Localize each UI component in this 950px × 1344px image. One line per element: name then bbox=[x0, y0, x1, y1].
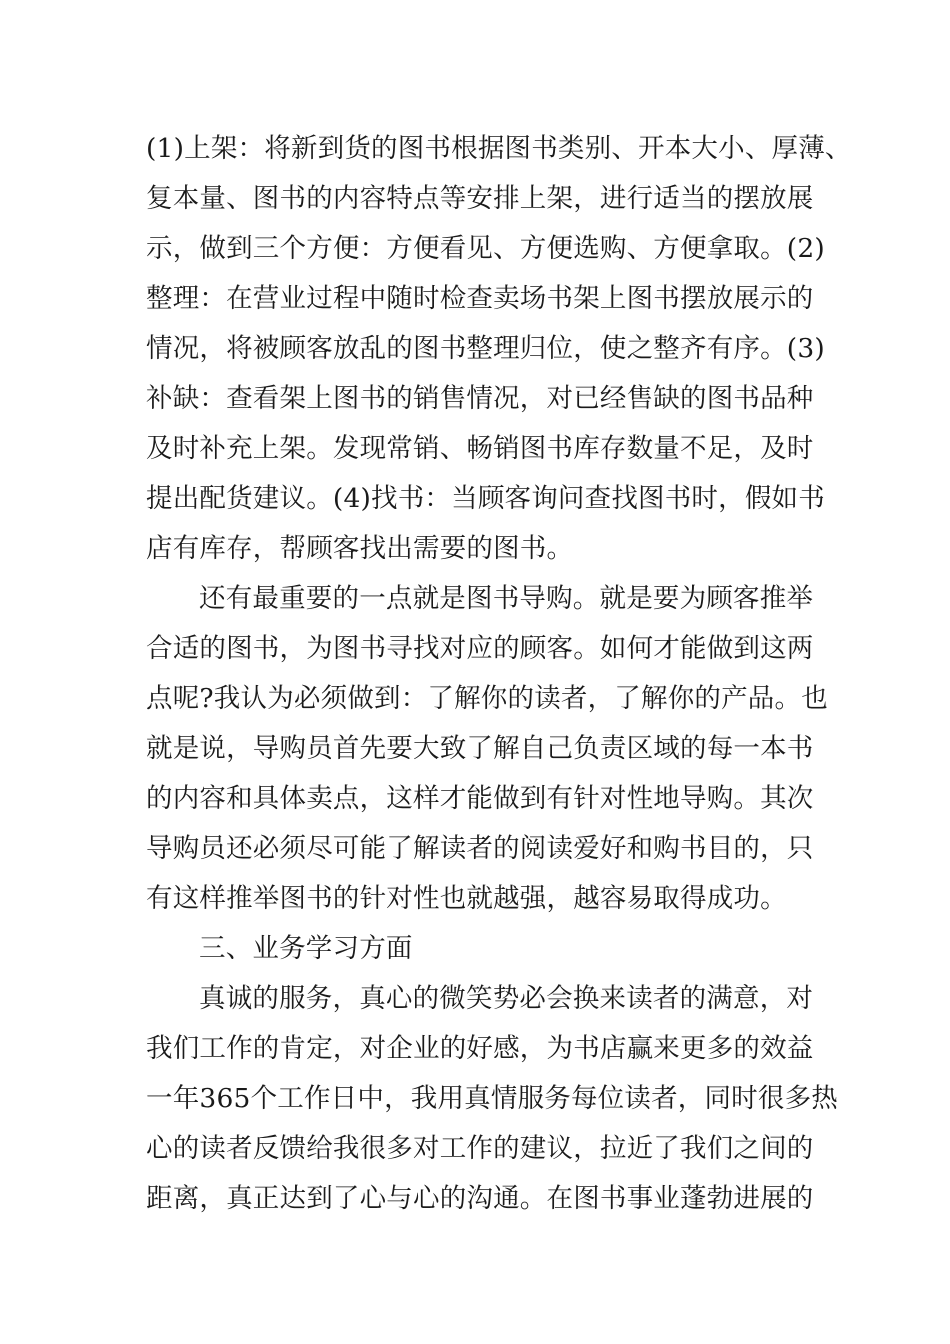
paragraph-book-guidance bbox=[146, 574, 828, 924]
paragraph-shelving-tasks bbox=[146, 124, 852, 574]
text-line: 补缺：查看架上图书的销售情况，对已经售缺的图书品种 bbox=[146, 383, 814, 414]
text-line: 情况，将被顾客放乱的图书整理归位，使之整齐有序。(3) bbox=[146, 333, 825, 364]
text-line: 店有库存，帮顾客找出需要的图书。 bbox=[146, 533, 574, 564]
text-line: 我们工作的肯定，对企业的好感，为书店赢来更多的效益 bbox=[146, 1033, 814, 1064]
text-line: 一年365个工作日中，我用真情服务每位读者，同时很多热 bbox=[146, 1083, 838, 1114]
text-line: 就是说，导购员首先要大致了解自己负责区域的每一本书 bbox=[146, 733, 814, 764]
document-body bbox=[146, 124, 852, 1224]
text-line: 复本量、图书的内容特点等安排上架，进行适当的摆放展 bbox=[146, 183, 814, 214]
text-line: 真诚的服务，真心的微笑势必会换来读者的满意，对 bbox=[199, 983, 814, 1014]
text-line: 距离，真正达到了心与心的沟通。在图书事业蓬勃进展的 bbox=[146, 1183, 814, 1214]
paragraph-sincere-service bbox=[146, 974, 838, 1224]
text-line: 示，做到三个方便：方便看见、方便选购、方便拿取。(2) bbox=[146, 233, 825, 264]
text-line: 点呢?我认为必须做到：了解你的读者，了解你的产品。也 bbox=[146, 683, 828, 714]
text-line: 心的读者反馈给我很多对工作的建议，拉近了我们之间的 bbox=[146, 1133, 814, 1164]
text-line: 及时补充上架。发现常销、畅销图书库存数量不足，及时 bbox=[146, 433, 814, 464]
section-heading-text: 三、业务学习方面 bbox=[199, 933, 413, 964]
text-line: 导购员还必须尽可能了解读者的阅读爱好和购书目的，只 bbox=[146, 833, 814, 864]
text-line: 整理：在营业过程中随时检查卖场书架上图书摆放展示的 bbox=[146, 283, 814, 314]
text-line: 有这样推举图书的针对性也就越强，越容易取得成功。 bbox=[146, 883, 787, 914]
text-line: 合适的图书，为图书寻找对应的顾客。如何才能做到这两 bbox=[146, 633, 814, 664]
text-line: 的内容和具体卖点，这样才能做到有针对性地导购。其次 bbox=[146, 783, 814, 814]
text-line: (1)上架：将新到货的图书根据图书类别、开本大小、厚薄、 bbox=[146, 133, 852, 164]
section-heading bbox=[146, 924, 816, 974]
text-line: 提出配货建议。(4)找书：当顾客询问查找图书时，假如书 bbox=[146, 483, 825, 514]
text-line: 还有最重要的一点就是图书导购。就是要为顾客推举 bbox=[199, 583, 814, 614]
